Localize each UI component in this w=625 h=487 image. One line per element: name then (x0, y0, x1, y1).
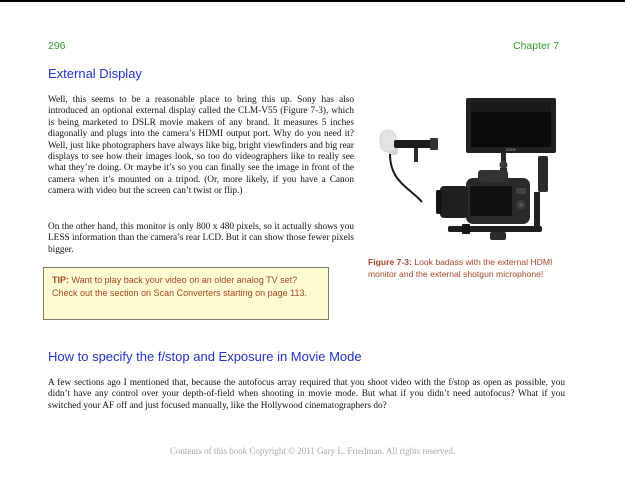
body-paragraph: On the other hand, this monitor is only 800 x 480 pixels, so it actually shows you LESS information than the camera’s rear LCD. But it can show those fewer pixels bigger. (48, 222, 354, 255)
camera-lens (440, 186, 468, 218)
figure-caption (368, 256, 560, 280)
camera-monitor-photo (370, 92, 563, 250)
tip-text: Want to play back your video on an older analog TV set? Check out the section on Scan Converters starting on page 113. (52, 275, 307, 298)
shotgun-mic (394, 140, 434, 148)
body-paragraph: Well, this seems to be a reasonable place to bring this up. Sony has also introduced an optional external display called the CLM-V55 (Figure 7-3), which is being marketed to DSLR movie makers of any brand. It measures 5 inches diagonally and plugs into the camera’s HDMI output port. Why do you need it? Well, just like photographers have always like big, bright viewfinders and big rear displays to see how their images look, so too do videographers like to really see what they’re doing. Or maybe it’s so you can finally see the image in front of the camera when it’s mounted on a tripod. (Or, more likely, if you have a Canon camera with video but the screen can’t twist or flip.) (48, 95, 354, 197)
camera-rear-lcd (470, 186, 512, 216)
figure-label: Figure 7-3: (368, 257, 412, 267)
chapter-label: Chapter 7 (513, 40, 560, 52)
figure-caption-text: Look badass with the external HDMI monitor and the external shotgun microphone! (368, 257, 553, 279)
monitor-brand: SONY (506, 148, 516, 152)
page-number: 296 (48, 40, 66, 52)
section-heading-fstop-exposure: How to specify the f/stop and Exposure in Movie Mode (48, 349, 362, 364)
top-rule (0, 0, 625, 2)
tip-box (43, 267, 329, 320)
section-heading-external-display: External Display (48, 66, 142, 81)
tip-label: TIP: (52, 275, 69, 285)
copyright-footer: Contents of this book Copyright © 2011 Gary L. Friedman. All rights reserved. (169, 446, 456, 456)
body-paragraph: A few sections ago I mentioned that, because the autofocus array required that you shoot video with the f/stop as open as possible, you didn’t have any control over your depth-of-field when shooting in movie mode. But what if you didn’t need autofocus? What if you switched your AF off and just focused manually, like the Hollywood cinematographers do? (48, 378, 565, 411)
